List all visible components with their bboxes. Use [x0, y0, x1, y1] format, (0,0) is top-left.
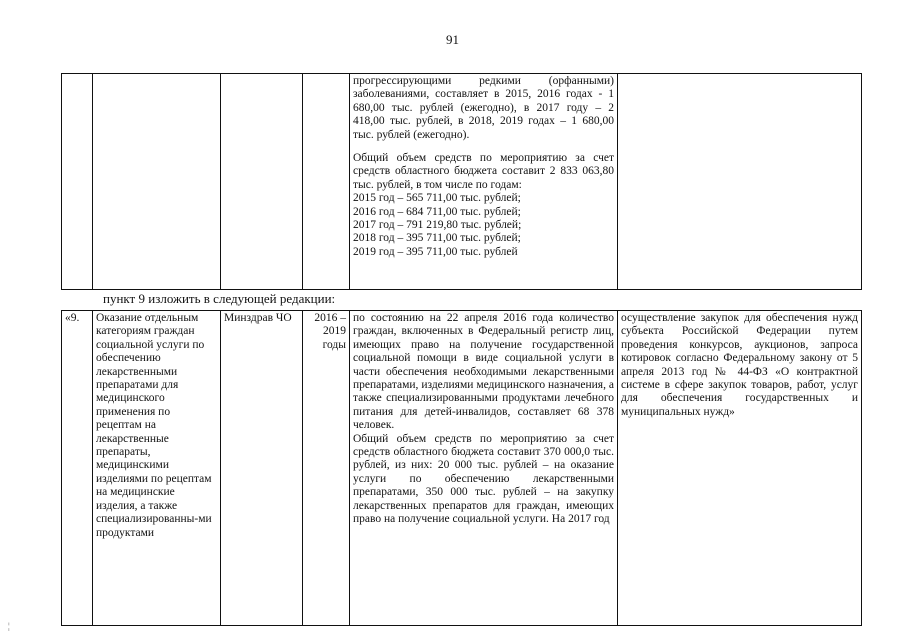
cell-period — [303, 74, 350, 290]
cell-name: Оказание отдельным категориям граждан социальной услуги по обеспечению лекарственными препаратами для медицинского применения по рецептам на лекарственные препараты, медицинскими изделиями по рецептам на медицинские изделия, а также специализированны-ми продуктами — [93, 311, 221, 626]
result-paragraph: Общий объем средств по мероприятию за счет средств областного бюджета составит 2 833 063,80 тыс. рублей, в том числе по годам: — [353, 152, 614, 191]
result-paragraph: по состоянию на 22 апреля 2016 года количество граждан, включенных в Федеральный регистр лиц, имеющих право на получение государственной социальной помощи в виде социальной услуги в части обеспечения необходимыми лекарственными препаратами, изделиями медицинского назначения, а также специализированными продуктами лечебного питания для детей-инвалидов, составляет 68 378 человек. — [353, 312, 614, 432]
table-continued — [61, 73, 862, 290]
result-paragraph: прогрессирующими редкими (орфанными) заболеваниями, составляет в 2015, 2016 годах - 1 680,00 тыс. рублей (ежегодно), в 2017 году – 2 418,00 тыс. рублей, в 2018, 2019 годах – 1 680,00 тыс. рублей (ежегодно). — [353, 75, 614, 141]
year-line: 2015 год – 565 711,00 тыс. рублей; — [353, 192, 521, 205]
cell-mechanism — [618, 74, 862, 290]
year-line: 2017 год – 791 219,80 тыс. рублей; — [353, 219, 522, 232]
cell-num — [62, 74, 93, 290]
cell-period: 2016 – 2019 годы — [303, 311, 350, 626]
table-row — [62, 311, 862, 626]
table-row — [62, 74, 862, 290]
instruction-text: пункт 9 изложить в следующей редакции: — [103, 291, 336, 306]
cell-executor — [221, 74, 303, 290]
cell-executor: Минздрав ЧО — [221, 311, 303, 626]
year-line: 2018 год – 395 711,00 тыс. рублей; — [353, 232, 521, 245]
cell-result — [350, 311, 618, 626]
cell-mechanism: осуществление закупок для обеспечения нужд субъекта Российской Федерации путем проведения конкурсов, аукционов, запроса котировок согласно Федеральному закону от 5 апреля 2013 год № 44-ФЗ «О контрактной системе в сфере закупок товаров, работ, услуг для обеспечения государственных и муниципальных нужд» — [618, 311, 862, 626]
table-item-9 — [61, 310, 862, 626]
cell-num: «9. — [62, 311, 93, 626]
result-paragraph: Общий объем средств по мероприятию за счет средств областного бюджета составит 370 000,0 тыс. рублей, из них: 20 000 тыс. рублей – на оказание услуги по обеспечению лекарственными препаратами, 350 000 тыс. рублей – на закупку лекарственных препаратов для граждан, имеющих право на получение социальной услуги. На 2017 год — [353, 432, 614, 526]
margin-mark: ¦ — [8, 621, 10, 631]
year-line: 2016 год – 684 711,00 тыс. рублей; — [353, 205, 521, 218]
page-number: 91 — [446, 32, 459, 47]
year-line: 2019 год – 395 711,00 тыс. рублей — [353, 245, 518, 258]
cell-name — [93, 74, 221, 290]
cell-result — [350, 74, 618, 290]
